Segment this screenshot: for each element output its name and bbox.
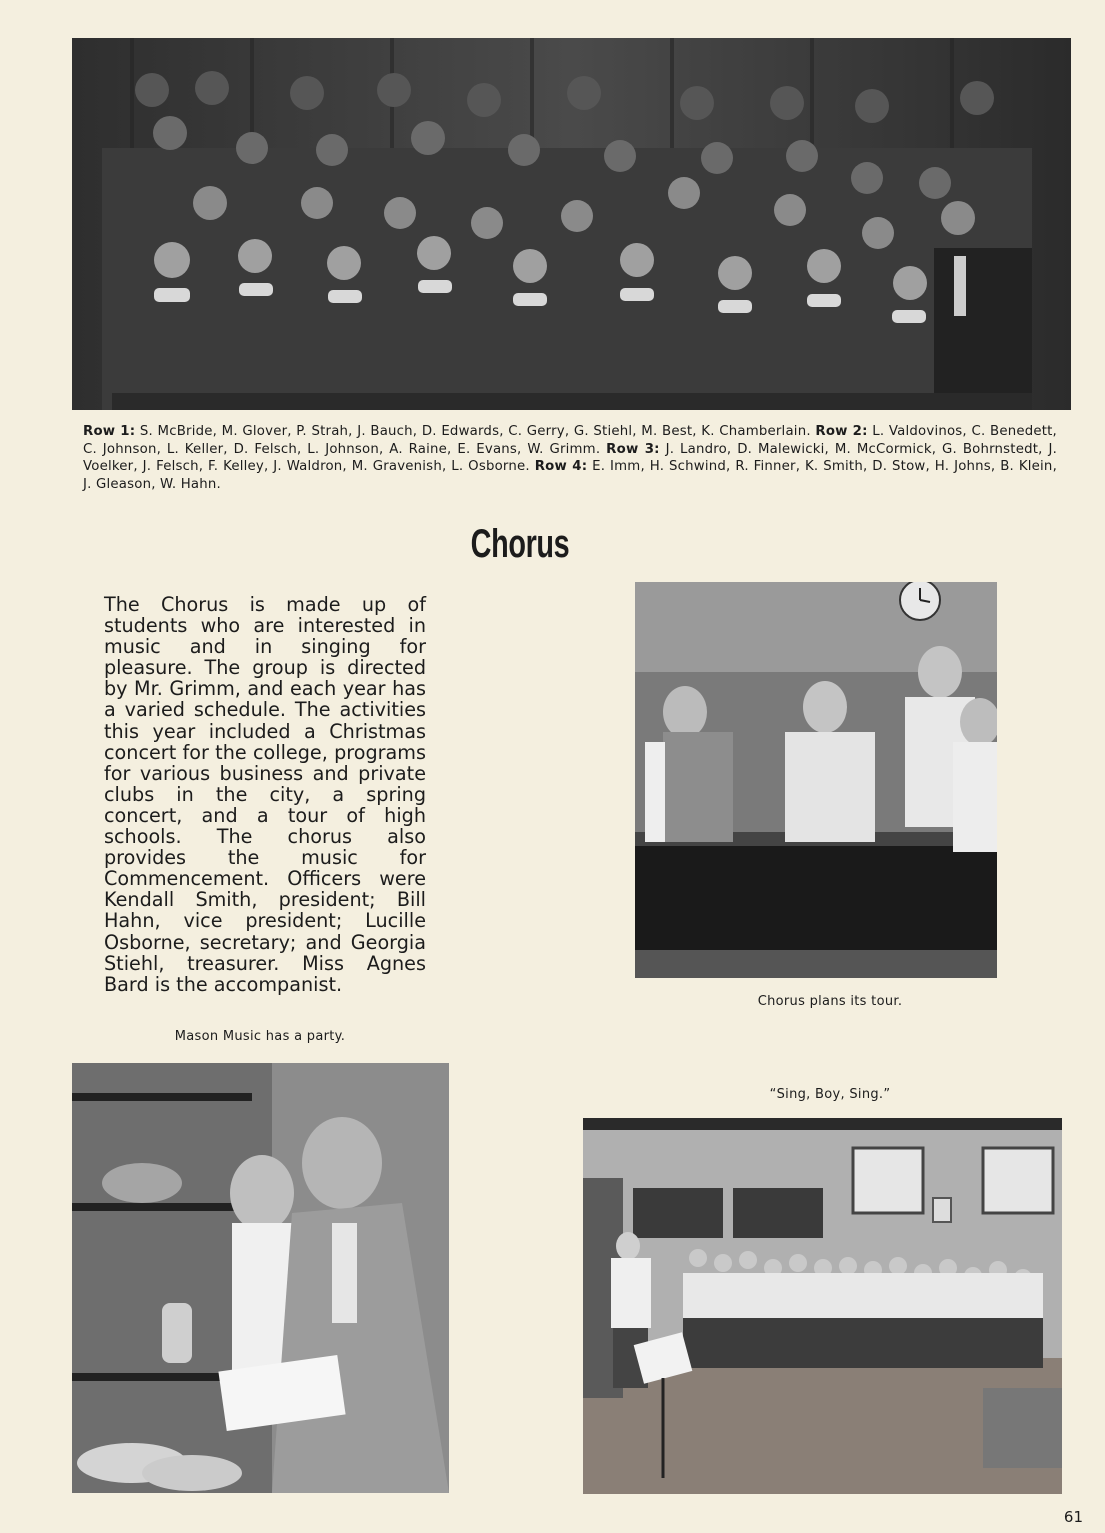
row1-label: Row 1:	[83, 424, 136, 439]
chorus-description: The Chorus is made up of students who are interested in music and in singing for pleasure. The group is directed by Mr. Grimm, and each year has a varied schedule. The activities this year included a Christmas concert for the college, programs for various business and private clubs in the city, a spring concert, and a tour of high schools. The chorus also provides the music for Commencement. Officers were Kendall Smith, president; Bill Hahn, vice president; Lucille Osborne, secretary; and Georgia Stiehl, treasurer. Miss Agnes Bard is the accompanist.	[104, 593, 426, 996]
row4-names: E. Imm, H. Schwind, R. Finner, K. Smith, D. Stow, H. Johns, B. Klein, J. Gleason, W. Hahn.	[83, 459, 1057, 492]
music-party-photo	[72, 1063, 449, 1493]
class-photo-caption: “Sing, Boy, Sing.”	[769, 1087, 891, 1102]
chorus-group-photo	[72, 38, 1071, 410]
row4-label: Row 4:	[534, 459, 588, 474]
group-photo-caption	[83, 423, 1057, 493]
row3-names: J. Landro, D. Malewicki, M. McCormick, G. Bohrnstedt, J. Voelker, J. Felsch, F. Kelley, J. Waldron, M. Gravenish, L. Osborne.	[83, 441, 1058, 474]
row2-label: Row 2:	[815, 424, 868, 439]
page-number: 61	[1063, 1508, 1083, 1526]
row3-label: Row 3:	[606, 441, 660, 457]
page-title: Chorus	[470, 522, 570, 566]
piano-planning-photo	[635, 582, 997, 978]
row1-names: S. McBride, M. Glover, P. Strah, J. Bauch, D. Edwards, C. Gerry, G. Stiehl, M. Best, K. Chamberlain.	[139, 424, 811, 439]
chorus-rehearsal-photo	[583, 1118, 1062, 1494]
row2-names: L. Valdovinos, C. Benedett, C. Johnson, L. Keller, D. Felsch, L. Johnson, A. Raine, E. Evans, W. Grimm.	[83, 424, 1057, 457]
party-photo-caption: Mason Music has a party.	[174, 1029, 346, 1044]
piano-photo-caption: Chorus plans its tour.	[757, 994, 903, 1009]
